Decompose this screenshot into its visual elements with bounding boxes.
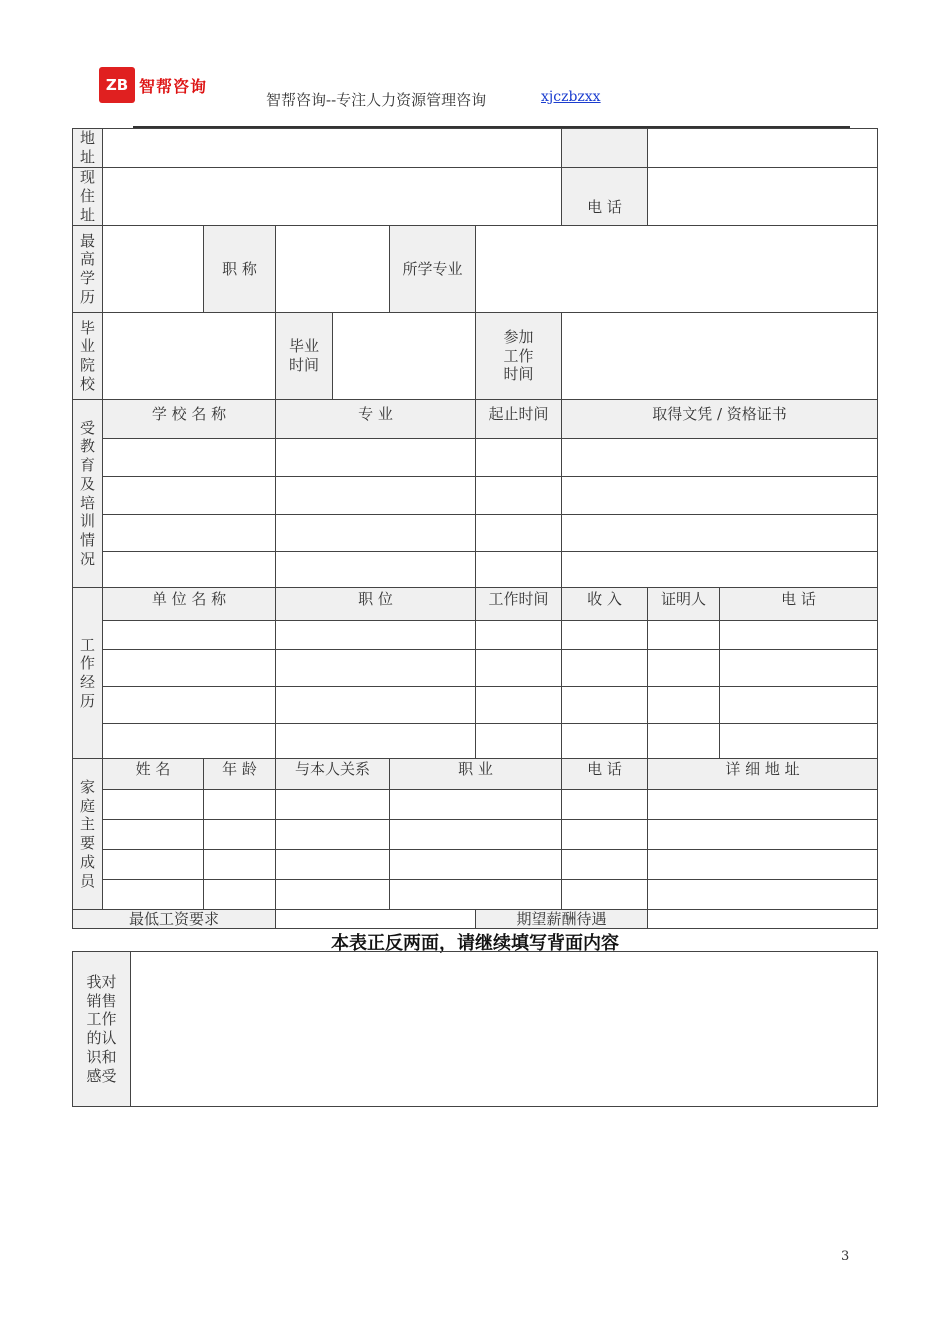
family-cell[interactable] [102, 849, 204, 880]
family-cell[interactable] [561, 879, 648, 910]
family-cell[interactable] [647, 789, 878, 820]
expected-salary-field[interactable] [647, 909, 878, 929]
work-header-company: 单 位 名 称 [102, 587, 276, 621]
job-title-field[interactable] [275, 225, 390, 313]
family-cell[interactable] [102, 789, 204, 820]
family-header-relation: 与本人关系 [275, 758, 390, 790]
work-header-period: 工作时间 [475, 587, 562, 621]
edu-cell[interactable] [561, 514, 878, 552]
edu-cell[interactable] [102, 514, 276, 552]
family-header-occupation: 职 业 [389, 758, 562, 790]
work-cell[interactable] [561, 620, 648, 650]
work-start-label: 参加工作时间 [475, 312, 562, 400]
work-cell[interactable] [647, 620, 720, 650]
work-header-phone: 电 话 [719, 587, 878, 621]
header-link[interactable]: xjczbzxx [541, 89, 601, 105]
edu-cell[interactable] [275, 514, 476, 552]
family-cell[interactable] [275, 789, 390, 820]
address-aux-label [561, 128, 648, 168]
double-sided-notice: 本表正反两面，请继续填写背面内容 [331, 933, 619, 954]
work-cell[interactable] [475, 686, 562, 724]
work-cell[interactable] [475, 620, 562, 650]
family-cell[interactable] [275, 849, 390, 880]
family-header-address: 详 细 地 址 [647, 758, 878, 790]
address-aux-field[interactable] [647, 128, 878, 168]
phone-field[interactable] [647, 167, 878, 226]
family-cell[interactable] [203, 789, 276, 820]
work-cell[interactable] [102, 649, 276, 687]
current-address-label: 现住址 [72, 167, 103, 226]
family-cell[interactable] [102, 879, 204, 910]
work-cell[interactable] [719, 620, 878, 650]
family-cell[interactable] [203, 819, 276, 850]
edu-header-period: 起止时间 [475, 399, 562, 439]
family-cell[interactable] [102, 819, 204, 850]
page-number: 3 [841, 1249, 850, 1264]
logo-mark: ZB [99, 67, 135, 103]
phone-label: 电 话 [561, 167, 648, 226]
work-header-income: 收 入 [561, 587, 648, 621]
expected-salary-label: 期望薪酬待遇 [475, 909, 648, 929]
edu-cell[interactable] [561, 551, 878, 588]
major-label: 所学专业 [389, 225, 476, 313]
family-cell[interactable] [275, 819, 390, 850]
edu-cell[interactable] [102, 476, 276, 515]
family-cell[interactable] [561, 789, 648, 820]
work-cell[interactable] [719, 686, 878, 724]
edu-header-school: 学 校 名 称 [102, 399, 276, 439]
work-cell[interactable] [561, 723, 648, 759]
family-cell[interactable] [389, 879, 562, 910]
family-cell[interactable] [561, 819, 648, 850]
work-cell[interactable] [647, 686, 720, 724]
work-section-label: 工作经历 [72, 587, 103, 759]
family-cell[interactable] [561, 849, 648, 880]
family-section-label: 家庭主要成员 [72, 758, 103, 910]
family-header-phone: 电 话 [561, 758, 648, 790]
address-field[interactable] [102, 128, 562, 168]
min-salary-label: 最低工资要求 [72, 909, 276, 929]
work-cell[interactable] [275, 723, 476, 759]
school-label: 毕业院校 [72, 312, 103, 400]
edu-cell[interactable] [275, 438, 476, 477]
family-header-age: 年 龄 [203, 758, 276, 790]
work-cell[interactable] [561, 686, 648, 724]
job-title-label: 职 称 [203, 225, 276, 313]
school-field[interactable] [102, 312, 276, 400]
education-section-label: 受教育及培训情况 [72, 399, 103, 588]
edu-header-major: 专 业 [275, 399, 476, 439]
edu-cell[interactable] [475, 476, 562, 515]
work-cell[interactable] [275, 620, 476, 650]
edu-cell[interactable] [561, 476, 878, 515]
work-header-reference: 证明人 [647, 587, 720, 621]
company-logo [99, 67, 207, 103]
sales-reflection-label: 我对销售工作的认识和感受 [72, 951, 131, 1107]
work-cell[interactable] [475, 649, 562, 687]
family-cell[interactable] [203, 879, 276, 910]
family-cell[interactable] [647, 819, 878, 850]
work-header-position: 职 位 [275, 587, 476, 621]
work-cell[interactable] [561, 649, 648, 687]
work-cell[interactable] [719, 723, 878, 759]
edu-cell[interactable] [475, 438, 562, 477]
sales-reflection-field[interactable] [130, 951, 878, 1107]
header-title: 智帮咨询--专注人力资源管理咨询 [266, 91, 487, 109]
grad-time-field[interactable] [332, 312, 476, 400]
sales-reflection-section [72, 951, 878, 1107]
work-cell[interactable] [647, 649, 720, 687]
family-cell[interactable] [647, 849, 878, 880]
edu-cell[interactable] [475, 514, 562, 552]
family-cell[interactable] [389, 789, 562, 820]
family-header-name: 姓 名 [102, 758, 204, 790]
work-cell[interactable] [275, 686, 476, 724]
grad-time-label: 毕业时间 [275, 312, 333, 400]
family-cell[interactable] [275, 879, 390, 910]
logo-text: 智帮咨询 [139, 76, 208, 96]
edu-header-certificate: 取得文凭 / 资格证书 [561, 399, 878, 439]
education-label: 最高学历 [72, 225, 103, 313]
application-form [72, 128, 878, 929]
family-cell[interactable] [647, 879, 878, 910]
work-cell[interactable] [102, 686, 276, 724]
work-cell[interactable] [102, 620, 276, 650]
current-address-field[interactable] [102, 167, 562, 226]
work-cell[interactable] [102, 723, 276, 759]
work-cell[interactable] [719, 649, 878, 687]
edu-cell[interactable] [475, 551, 562, 588]
edu-cell[interactable] [102, 551, 276, 588]
work-cell[interactable] [647, 723, 720, 759]
work-start-field[interactable] [561, 312, 878, 400]
education-field[interactable] [102, 225, 204, 313]
edu-cell[interactable] [275, 476, 476, 515]
family-cell[interactable] [389, 849, 562, 880]
edu-cell[interactable] [561, 438, 878, 477]
family-cell[interactable] [203, 849, 276, 880]
family-cell[interactable] [389, 819, 562, 850]
min-salary-field[interactable] [275, 909, 476, 929]
major-field[interactable] [475, 225, 878, 313]
work-cell[interactable] [275, 649, 476, 687]
edu-cell[interactable] [275, 551, 476, 588]
address-label: 地址 [72, 128, 103, 168]
edu-cell[interactable] [102, 438, 276, 477]
work-cell[interactable] [475, 723, 562, 759]
